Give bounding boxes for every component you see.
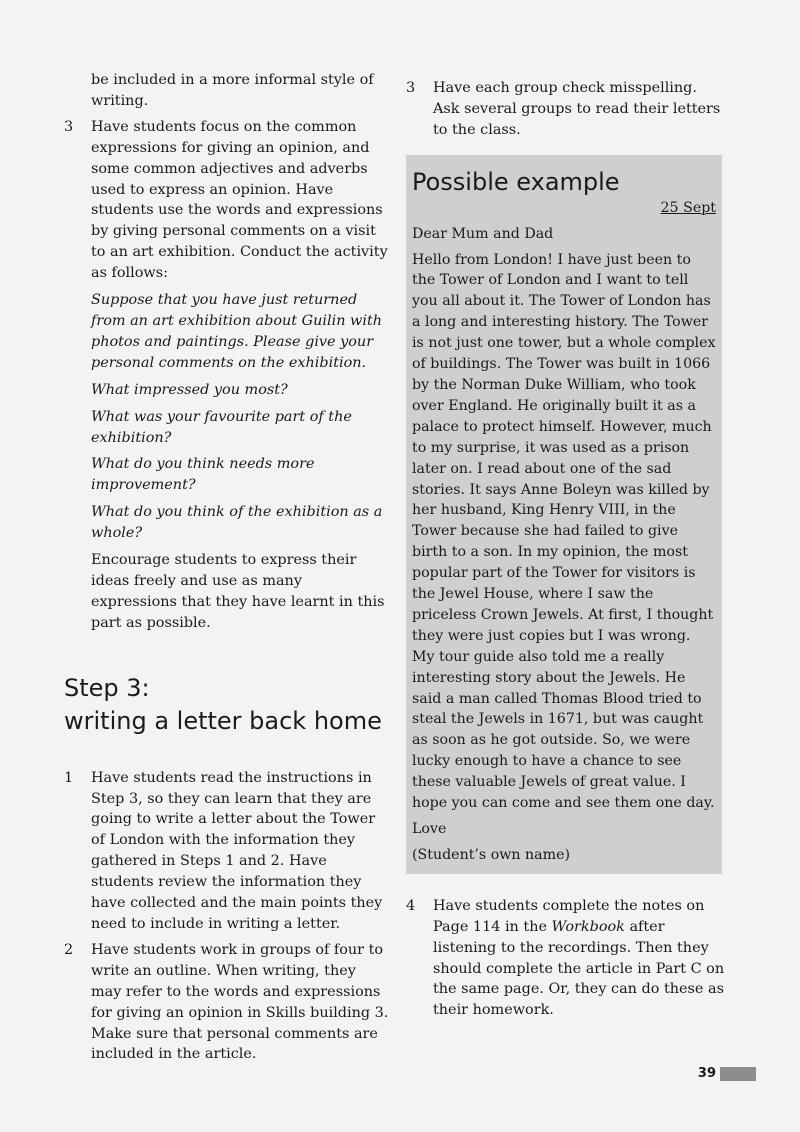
item-number: 1	[64, 769, 74, 786]
item-text-part: Have students complete the notes on Page 114 in the	[433, 897, 705, 935]
list-item-1	[64, 768, 390, 935]
list-item-2	[64, 940, 390, 1065]
encourage-text: Encourage students to express their ideas freely and use as many expressions that they have learnt in this part as possible.	[91, 552, 385, 631]
left-column	[64, 70, 390, 1065]
letter-body: Hello from London! I have just been to the Tower of London and I want to tell you all about it. The Tower of London has a long and interesting history. The Tower is not just one tower, but a whole complex of buildings. The Tower was built in 1066 by the Norman Duke William, who took over England. He originally built it as a palace to protect himself. However, much to my surprise, it was used as a prison later on. I read about one of the sad stories. It says Anne Boleyn was killed by her husband, King Henry VIII, in the Tower because she had failed to give birth to a son. In my opinion, the most popular part of the Tower for visitors is the Jewel House, where I saw the priceless Crown Jewels. At first, I thought they were just copies but I was wrong. My tour guide also told me a really interesting story about the Jewels. He said a man called Thomas Blood tried to steal the Jewels in 1671, but was caught as soon as he got outside. So, we were lucky enough to have a chance to see these valuable Jewels of great value. I hope you can come and see them one day.	[412, 251, 716, 812]
item-text-part: after listening to the recordings. Then they should complete the article in Part C on the same page. Or, they can do these as their homework.	[433, 918, 725, 1019]
letter-signature: (Student’s own name)	[412, 846, 571, 863]
item-text: Have students read the instructions in Step 3, so they can learn that they are going to write a letter about the Tower of London with the information they gathered in Steps 1 and 2. Have students review the information they have collected and the main points they need to include in writing a letter.	[91, 769, 383, 932]
letter-date: 25 Sept	[660, 199, 716, 216]
prompt-intro: Suppose that you have just returned from an art exhibition about Guilin with photos and paintings. Please give your personal comments on the exhibition.	[91, 292, 383, 371]
example-letter-box	[406, 155, 722, 874]
prompt-question: What do you think needs more improvement?	[91, 456, 315, 494]
item-number: 2	[64, 941, 74, 958]
prompt-question: What impressed you most?	[91, 381, 288, 398]
page-number-bar	[720, 1067, 756, 1081]
item-number: 4	[406, 897, 416, 914]
prompt-question: What was your favourite part of the exhibition?	[91, 408, 352, 446]
item-text: Have each group check misspelling. Ask several groups to read their letters to the class.	[433, 80, 721, 138]
example-title: Possible example	[412, 167, 620, 196]
item-text: Have students work in groups of four to write an outline. When writing, they may refer to the words and expressions for giving an opinion in Skills building 3. Make sure that personal comments are included in the article.	[91, 941, 389, 1063]
page-number-text: 39	[697, 1066, 716, 1081]
step-heading-line1: Step 3:	[64, 673, 150, 702]
step-heading	[64, 672, 390, 738]
step-heading-line2: writing a letter back home	[64, 706, 382, 735]
list-item-3-right	[406, 78, 726, 141]
item-text	[433, 896, 726, 1021]
list-item-3	[64, 117, 390, 284]
page-number	[698, 1066, 756, 1081]
item-number: 3	[64, 118, 74, 135]
prompt-question: What do you think of the exhibition as a whole?	[91, 504, 383, 542]
carryover-text: be included in a more informal style of writing.	[91, 72, 374, 109]
workbook-title: Workbook	[551, 918, 625, 935]
right-column	[406, 78, 726, 1021]
list-item-4	[406, 896, 726, 1021]
item-text: Have students focus on the common expressions for giving an opinion, and some common adjectives and adverbs used to express an opinion. Have students use the words and expressions by giving personal comments on a visit to an art exhibition. Conduct the activity as follows:	[91, 118, 388, 282]
item-number: 3	[406, 80, 416, 96]
letter-greeting: Dear Mum and Dad	[412, 225, 554, 242]
letter-closing: Love	[412, 821, 447, 837]
